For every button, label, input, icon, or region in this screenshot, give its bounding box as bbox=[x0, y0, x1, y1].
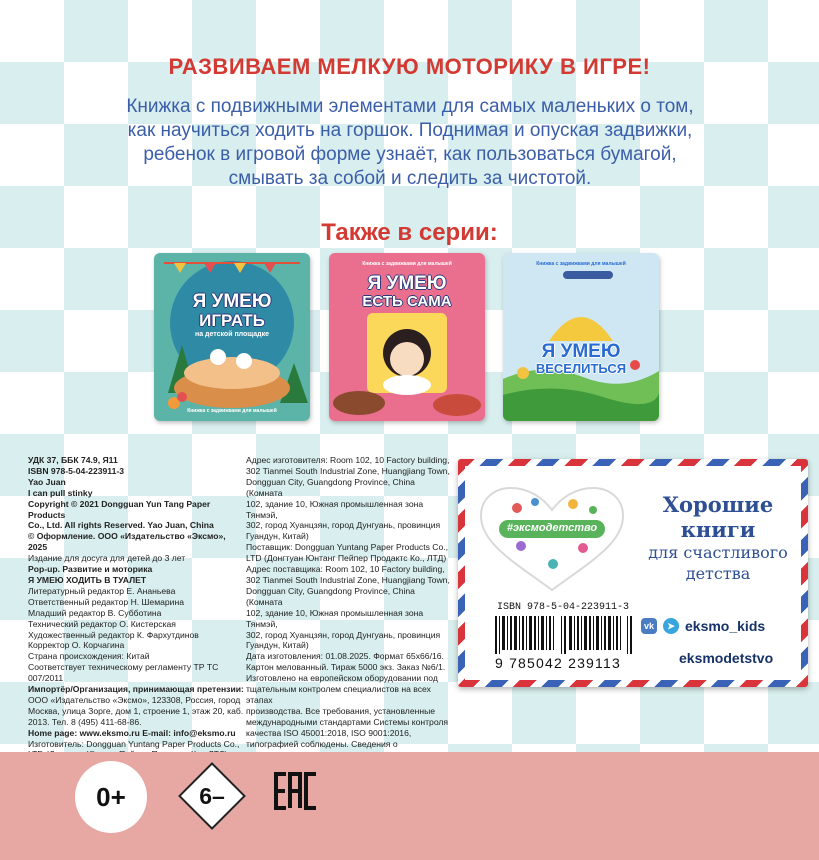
envelope-inner bbox=[465, 466, 801, 680]
imprint-line: УДК 37, ББК 74.9, Я11 bbox=[28, 455, 118, 465]
imprint-line: Младший редактор В. Субботина bbox=[28, 607, 162, 618]
vk-icon: vk bbox=[641, 618, 657, 634]
book-title-line: ЕСТЬ САМА bbox=[362, 293, 452, 310]
intro-line: Книжка с подвижными элементами для самых маленьких о том, bbox=[126, 96, 694, 117]
book-title-line: Я УМЕЮ bbox=[192, 291, 272, 312]
book-title-line: Я УМЕЮ bbox=[367, 273, 447, 294]
series-title: Также в серии: bbox=[321, 219, 498, 246]
age-limit-label: 6– bbox=[199, 782, 225, 809]
imprint-line: Изготовлено на европейском оборудовании под bbox=[246, 673, 438, 684]
social-handle: eksmodetstvo bbox=[679, 650, 774, 666]
book-cover-eat bbox=[329, 253, 485, 421]
intro-text bbox=[60, 95, 760, 191]
imprint-line: Home page: www.eksmo.ru E-mail: info@eksmo.ru bbox=[28, 727, 236, 738]
imprint-line: Дата изготовления: 01.08.2025. Формат 65x66/16. bbox=[246, 651, 444, 662]
imprint-line: 302 Tianmei South Industrial Zone, Huangjiang Town, bbox=[246, 465, 450, 476]
imprint-left bbox=[28, 455, 246, 760]
slogan bbox=[635, 492, 801, 584]
imprint-line: Ответственный редактор Н. Шемарина bbox=[28, 596, 184, 607]
imprint-line: 102, здание 10, Южная промышленная зона Тянмэй, bbox=[246, 607, 424, 629]
imprint-line: Pop-up. Развитие и моторика bbox=[28, 564, 153, 575]
imprint-line: Изготовитель: Dongguan Yuntang Paper Products Co., bbox=[28, 738, 240, 749]
eac-mark-icon bbox=[274, 770, 318, 812]
imprint-line: Yao Juan bbox=[28, 476, 66, 487]
slogan-line: детства bbox=[685, 564, 751, 583]
book-title-line: Я УМЕЮ bbox=[541, 341, 621, 362]
headline: РАЗВИВАЕМ МЕЛКУЮ МОТОРИКУ В ИГРЕ! bbox=[168, 54, 651, 79]
imprint-line: 302 Tianmei South Industrial Zone, Huangjiang Town, bbox=[246, 574, 450, 585]
age-rating-badge: 0+ bbox=[75, 761, 147, 833]
book-cover-fun bbox=[503, 253, 659, 421]
slogan-line: для счастливого bbox=[648, 543, 788, 562]
imprint-line: I can pull stinky bbox=[28, 487, 93, 498]
imprint-line: Импортёр/Организация, принимающая претензии: bbox=[28, 684, 244, 695]
imprint-line: 302, город Хуанцзян, город Дунгуань, провинция bbox=[246, 520, 441, 531]
imprint-line: тщательным контролем специалистов на всех этапах bbox=[246, 684, 431, 705]
imprint-line: Издание для досуга для детей до 3 лет bbox=[28, 553, 186, 564]
imprint-line: Адрес изготовителя: Room 102, 10 Factory building, bbox=[246, 455, 450, 465]
book-series-label: Книжка с задвижками для малышей bbox=[362, 261, 452, 267]
barcode-icon bbox=[495, 616, 635, 654]
imprint-line: Корректор О. Корчагина bbox=[28, 640, 125, 651]
imprint-line: Гуандун, Китай) bbox=[246, 640, 309, 651]
social-row bbox=[641, 618, 765, 634]
slogan-line: книги bbox=[680, 517, 756, 542]
imprint-line: Страна происхождения: Китай bbox=[28, 651, 150, 662]
imprint-line: качества ISO 45001:2018, ISO 9001:2016, bbox=[246, 727, 412, 738]
imprint-line: Dongguan City, Guangdong Province, China (Комната bbox=[246, 585, 415, 607]
imprint-line: ООО «Издательство «Эксмо», 123308, Россия, город bbox=[28, 694, 241, 705]
book-cover-play bbox=[154, 253, 310, 421]
imprint-line: Dongguan City, Guangdong Province, China (Комната bbox=[246, 476, 415, 498]
isbn-label: ISBN 978-5-04-223911-3 bbox=[497, 602, 630, 613]
book-series-label: Книжка с задвижками для малышей bbox=[536, 261, 626, 267]
imprint-line: Картон мелованный. Тираж 5000 экз. Заказ №6/1. bbox=[246, 662, 446, 673]
envelope-card bbox=[458, 459, 808, 687]
intro-line: смывать за собой и следить за чистотой. bbox=[228, 168, 592, 189]
telegram-icon: ➤ bbox=[663, 618, 679, 634]
book-series-label: Книжка с задвижками для малышей bbox=[187, 408, 277, 414]
imprint-line: LTD (Донгтуан Юнтанг Пейпер Продактс Ко., ЛТД) bbox=[246, 553, 447, 564]
book-title-line: ВЕСЕЛИТЬСЯ bbox=[535, 361, 627, 376]
imprint-line: Москва, улица Зорге, дом 1, строение 1, этаж 20, каб. bbox=[28, 705, 244, 716]
imprint-line: Технический редактор О. Кистерская bbox=[28, 618, 176, 629]
intro-line: ребенок в игровой форме узнаёт, как пользоваться бумагой, bbox=[143, 144, 677, 165]
imprint-line: Адрес поставщика: Room 102, 10 Factory building, bbox=[246, 564, 445, 575]
heart-hashtag: #эксмодетство bbox=[506, 522, 598, 534]
intro-line: как научиться ходить на горшок. Поднимая и опуская задвижки, bbox=[127, 120, 693, 141]
imprint-line: 102, здание 10, Южная промышленная зона Тянмэй, bbox=[246, 498, 424, 520]
book-title-line: ИГРАТЬ bbox=[199, 311, 265, 330]
imprint-line: 302, город Хуанцзян, город Дунгуань, провинция bbox=[246, 629, 441, 640]
imprint-line: Гуандун, Китай) bbox=[246, 531, 309, 542]
social-handle: eksmo_kids bbox=[685, 618, 766, 634]
imprint-line: Литературный редактор Е. Ананьева bbox=[28, 585, 176, 596]
imprint-line: Co., Ltd. All rights Reserved. Yao Juan, China bbox=[28, 520, 214, 531]
imprint-line: международными стандартами Системы контроля bbox=[246, 716, 449, 727]
book-cover-fun-illustration bbox=[503, 253, 659, 421]
book-subtitle: на детской площадке bbox=[194, 331, 270, 338]
imprint-line: Поставщик: Dongguan Yuntang Paper Products Co., bbox=[246, 542, 449, 553]
heart-icon bbox=[477, 484, 627, 594]
slogan-line: Хорошие bbox=[662, 492, 774, 517]
imprint-line: 2013. Тел. 8 (495) 411-68-86. bbox=[28, 716, 142, 727]
imprint-line: © Оформление. ООО «Издательство «Эксмо», 2025 bbox=[28, 531, 226, 553]
imprint-line: Соответствует техническому регламенту ТР ТС 007/2011 bbox=[28, 662, 219, 684]
age-limit-badge bbox=[178, 762, 246, 830]
barcode-number: 9 785042 239113 bbox=[495, 655, 621, 671]
imprint-line: производства. Все требования, установленные bbox=[246, 705, 436, 716]
imprint-line: Художественный редактор К. Фархутдинов bbox=[28, 629, 199, 640]
imprint-line: Я УМЕЮ ХОДИТЬ В ТУАЛЕТ bbox=[28, 574, 147, 585]
imprint-line: ISBN 978-5-04-223911-3 bbox=[28, 465, 125, 476]
imprint-line: Copyright © 2021 Dongguan Yun Tang Paper Products bbox=[28, 498, 211, 520]
imprint-line: типографией соблюдены. Сведения о bbox=[246, 738, 398, 749]
